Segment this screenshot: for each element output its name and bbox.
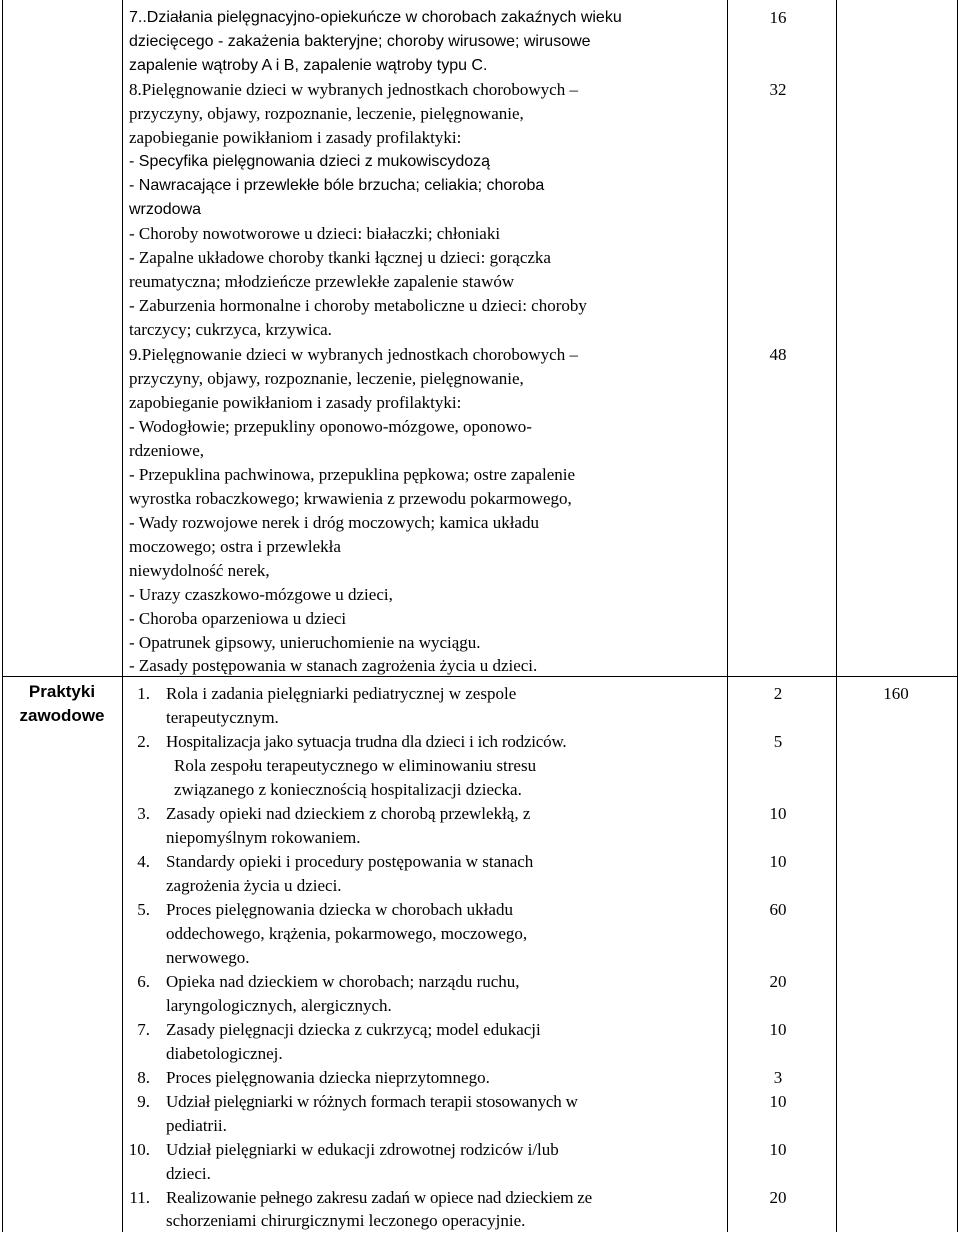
list-item-text: Zasady opieki nad dzieckiem z chorobą przewlekłą, z: [166, 804, 531, 823]
list-item-text: Udział pielęgniarki w edukacji zdrowotnej rodziców i/lub: [166, 1140, 559, 1159]
section-7-line: 7..Działania pielęgnacyjno-opiekuńcze w chorobach zakaźnych wieku: [129, 9, 622, 26]
table-border-right: [957, 0, 958, 1232]
list-item-number: 10.: [128, 1140, 150, 1159]
list-item-text: Hospitalizacja jako sytuacja trudna dla dzieci i ich rodziców.: [166, 732, 567, 751]
list-item-number: 9.: [137, 1092, 150, 1111]
list-item-text: terapeutycznym.: [166, 708, 279, 727]
list-item-hours: 10: [769, 852, 787, 871]
list-item-number: 8.: [137, 1068, 150, 1087]
section-9-line: rdzeniowe,: [129, 441, 205, 460]
list-item-hours: 60: [769, 900, 787, 919]
table-divider-hours: [836, 0, 837, 1232]
category-cell: [2, 680, 122, 728]
table-border-left: [2, 0, 3, 1232]
list-item-number: 11.: [129, 1188, 150, 1207]
section-9-line: - Wodogłowie; przepukliny oponowo-mózgowe, oponowo-: [129, 417, 532, 436]
table-divider-content: [727, 0, 728, 1232]
list-item-hours: 2: [773, 684, 783, 703]
section-8-line: reumatyczna; młodzieńcze przewlekłe zapalenie stawów: [129, 272, 515, 291]
category-label-line1: Praktyki: [28, 682, 96, 701]
section-9-line: - Przepuklina pachwinowa, przepuklina pępkowa; ostre zapalenie: [129, 465, 576, 484]
list-item-number: 4.: [137, 852, 150, 871]
section-8-hours: 32: [769, 80, 787, 99]
section-8-line: - Nawracające i przewlekłe bóle brzucha; celiakia; choroba: [129, 177, 545, 194]
section-9-line: przyczyny, objawy, rozpoznanie, leczenie, pielęgnowanie,: [129, 369, 524, 388]
section-9-line: - Opatrunek gipsowy, unieruchomienie na wyciągu.: [129, 633, 481, 652]
list-item-hours: 10: [769, 804, 787, 823]
list-item-text: diabetologicznej.: [166, 1044, 283, 1063]
section-9-line: moczowego; ostra i przewlekła: [129, 537, 341, 556]
list-item-number: 6.: [137, 972, 150, 991]
list-item-text: laryngologicznych, alergicznych.: [166, 996, 392, 1015]
list-item-hours: 10: [769, 1140, 787, 1159]
list-item-hours: 5: [773, 732, 783, 751]
list-item-text: Realizowanie pełnego zakresu zadań w opiece nad dzieckiem ze: [166, 1188, 592, 1207]
list-item-text: Rola zespołu terapeutycznego w eliminowaniu stresu: [174, 756, 537, 775]
list-item-text: Rola i zadania pielęgniarki pediatrycznej w zespole: [166, 684, 517, 703]
section-7-line: zapalenie wątroby A i B, zapalenie wątroby typu C.: [129, 57, 488, 74]
list-item-text: Proces pielęgnowania dziecka w chorobach układu: [166, 900, 513, 919]
section-8-line: przyczyny, objawy, rozpoznanie, leczenie, pielęgnowanie,: [129, 104, 524, 123]
list-item-text: nerwowego.: [166, 948, 250, 967]
list-item-text: niepomyślnym rokowaniem.: [166, 828, 361, 847]
section-9-hours: 48: [769, 345, 787, 364]
section-9-line: - Choroba oparzeniowa u dzieci: [129, 609, 347, 628]
section-8-line: zapobieganie powikłaniom i zasady profilaktyki:: [129, 128, 462, 147]
section-7-line: dziecięcego - zakażenia bakteryjne; choroby wirusowe; wirusowe: [129, 33, 591, 50]
section-8-line: tarczycy; cukrzyca, krzywica.: [129, 320, 332, 339]
section-8-line: - Specyfika pielęgnowania dzieci z mukowiscydozą: [129, 153, 491, 170]
list-item-number: 7.: [137, 1020, 150, 1039]
section-9-line: zapobieganie powikłaniom i zasady profilaktyki:: [129, 393, 462, 412]
list-item-text: Udział pielęgniarki w różnych formach terapii stosowanych w: [166, 1092, 578, 1111]
section-9-line: wyrostka robaczkowego; krwawienia z przewodu pokarmowego,: [129, 489, 572, 508]
list-item-number: 1.: [137, 684, 150, 703]
list-item-text: dzieci.: [166, 1164, 211, 1183]
section-8-line: - Zapalne układowe choroby tkanki łącznej u dzieci: gorączka: [129, 248, 551, 267]
list-item-hours: 20: [769, 972, 787, 991]
section-9-line: - Wady rozwojowe nerek i dróg moczowych; kamica układu: [129, 513, 539, 532]
section-8-line: 8.Pielęgnowanie dzieci w wybranych jednostkach chorobowych –: [129, 80, 578, 99]
list-item-text: schorzeniami chirurgicznymi leczonego operacyjnie.: [166, 1211, 526, 1230]
list-item-hours: 20: [769, 1188, 787, 1207]
total-hours: 160: [883, 684, 909, 703]
list-item-hours: 3: [773, 1068, 783, 1087]
list-item-text: Standardy opieki i procedury postępowania w stanach: [166, 852, 534, 871]
list-item-text: Zasady pielęgnacji dziecka z cukrzycą; model edukacji: [166, 1020, 541, 1039]
category-label-line2: zawodowe: [19, 706, 105, 725]
list-item-hours: 10: [769, 1092, 787, 1111]
list-item-hours: 10: [769, 1020, 787, 1039]
list-item-number: 3.: [137, 804, 150, 823]
section-8-line: - Zaburzenia hormonalne i choroby metaboliczne u dzieci: choroby: [129, 296, 587, 315]
list-item-text: związanego z koniecznością hospitalizacji dziecka.: [174, 780, 522, 799]
list-item-number: 2.: [137, 732, 150, 751]
list-item-text: zagrożenia życia u dzieci.: [166, 876, 342, 895]
section-9-line: - Urazy czaszkowo-mózgowe u dzieci,: [129, 585, 393, 604]
section-9-line: - Zasady postępowania w stanach zagrożenia życia u dzieci.: [129, 656, 538, 675]
list-item-text: oddechowego, krążenia, pokarmowego, moczowego,: [166, 924, 528, 943]
section-9-line: 9.Pielęgnowanie dzieci w wybranych jednostkach chorobowych –: [129, 345, 578, 364]
section-8-line: - Choroby nowotworowe u dzieci: białaczki; chłoniaki: [129, 224, 501, 243]
table-divider-category: [122, 0, 123, 1232]
section-8-line: wrzodowa: [129, 201, 202, 218]
list-item-text: Opieka nad dzieckiem w chorobach; narządu ruchu,: [166, 972, 520, 991]
section-9-line: niewydolność nerek,: [129, 561, 270, 580]
list-item-text: Proces pielęgnowania dziecka nieprzytomnego.: [166, 1068, 490, 1087]
section-7-hours: 16: [769, 8, 787, 27]
list-item-text: pediatrii.: [166, 1116, 227, 1135]
list-item-number: 5.: [137, 900, 150, 919]
